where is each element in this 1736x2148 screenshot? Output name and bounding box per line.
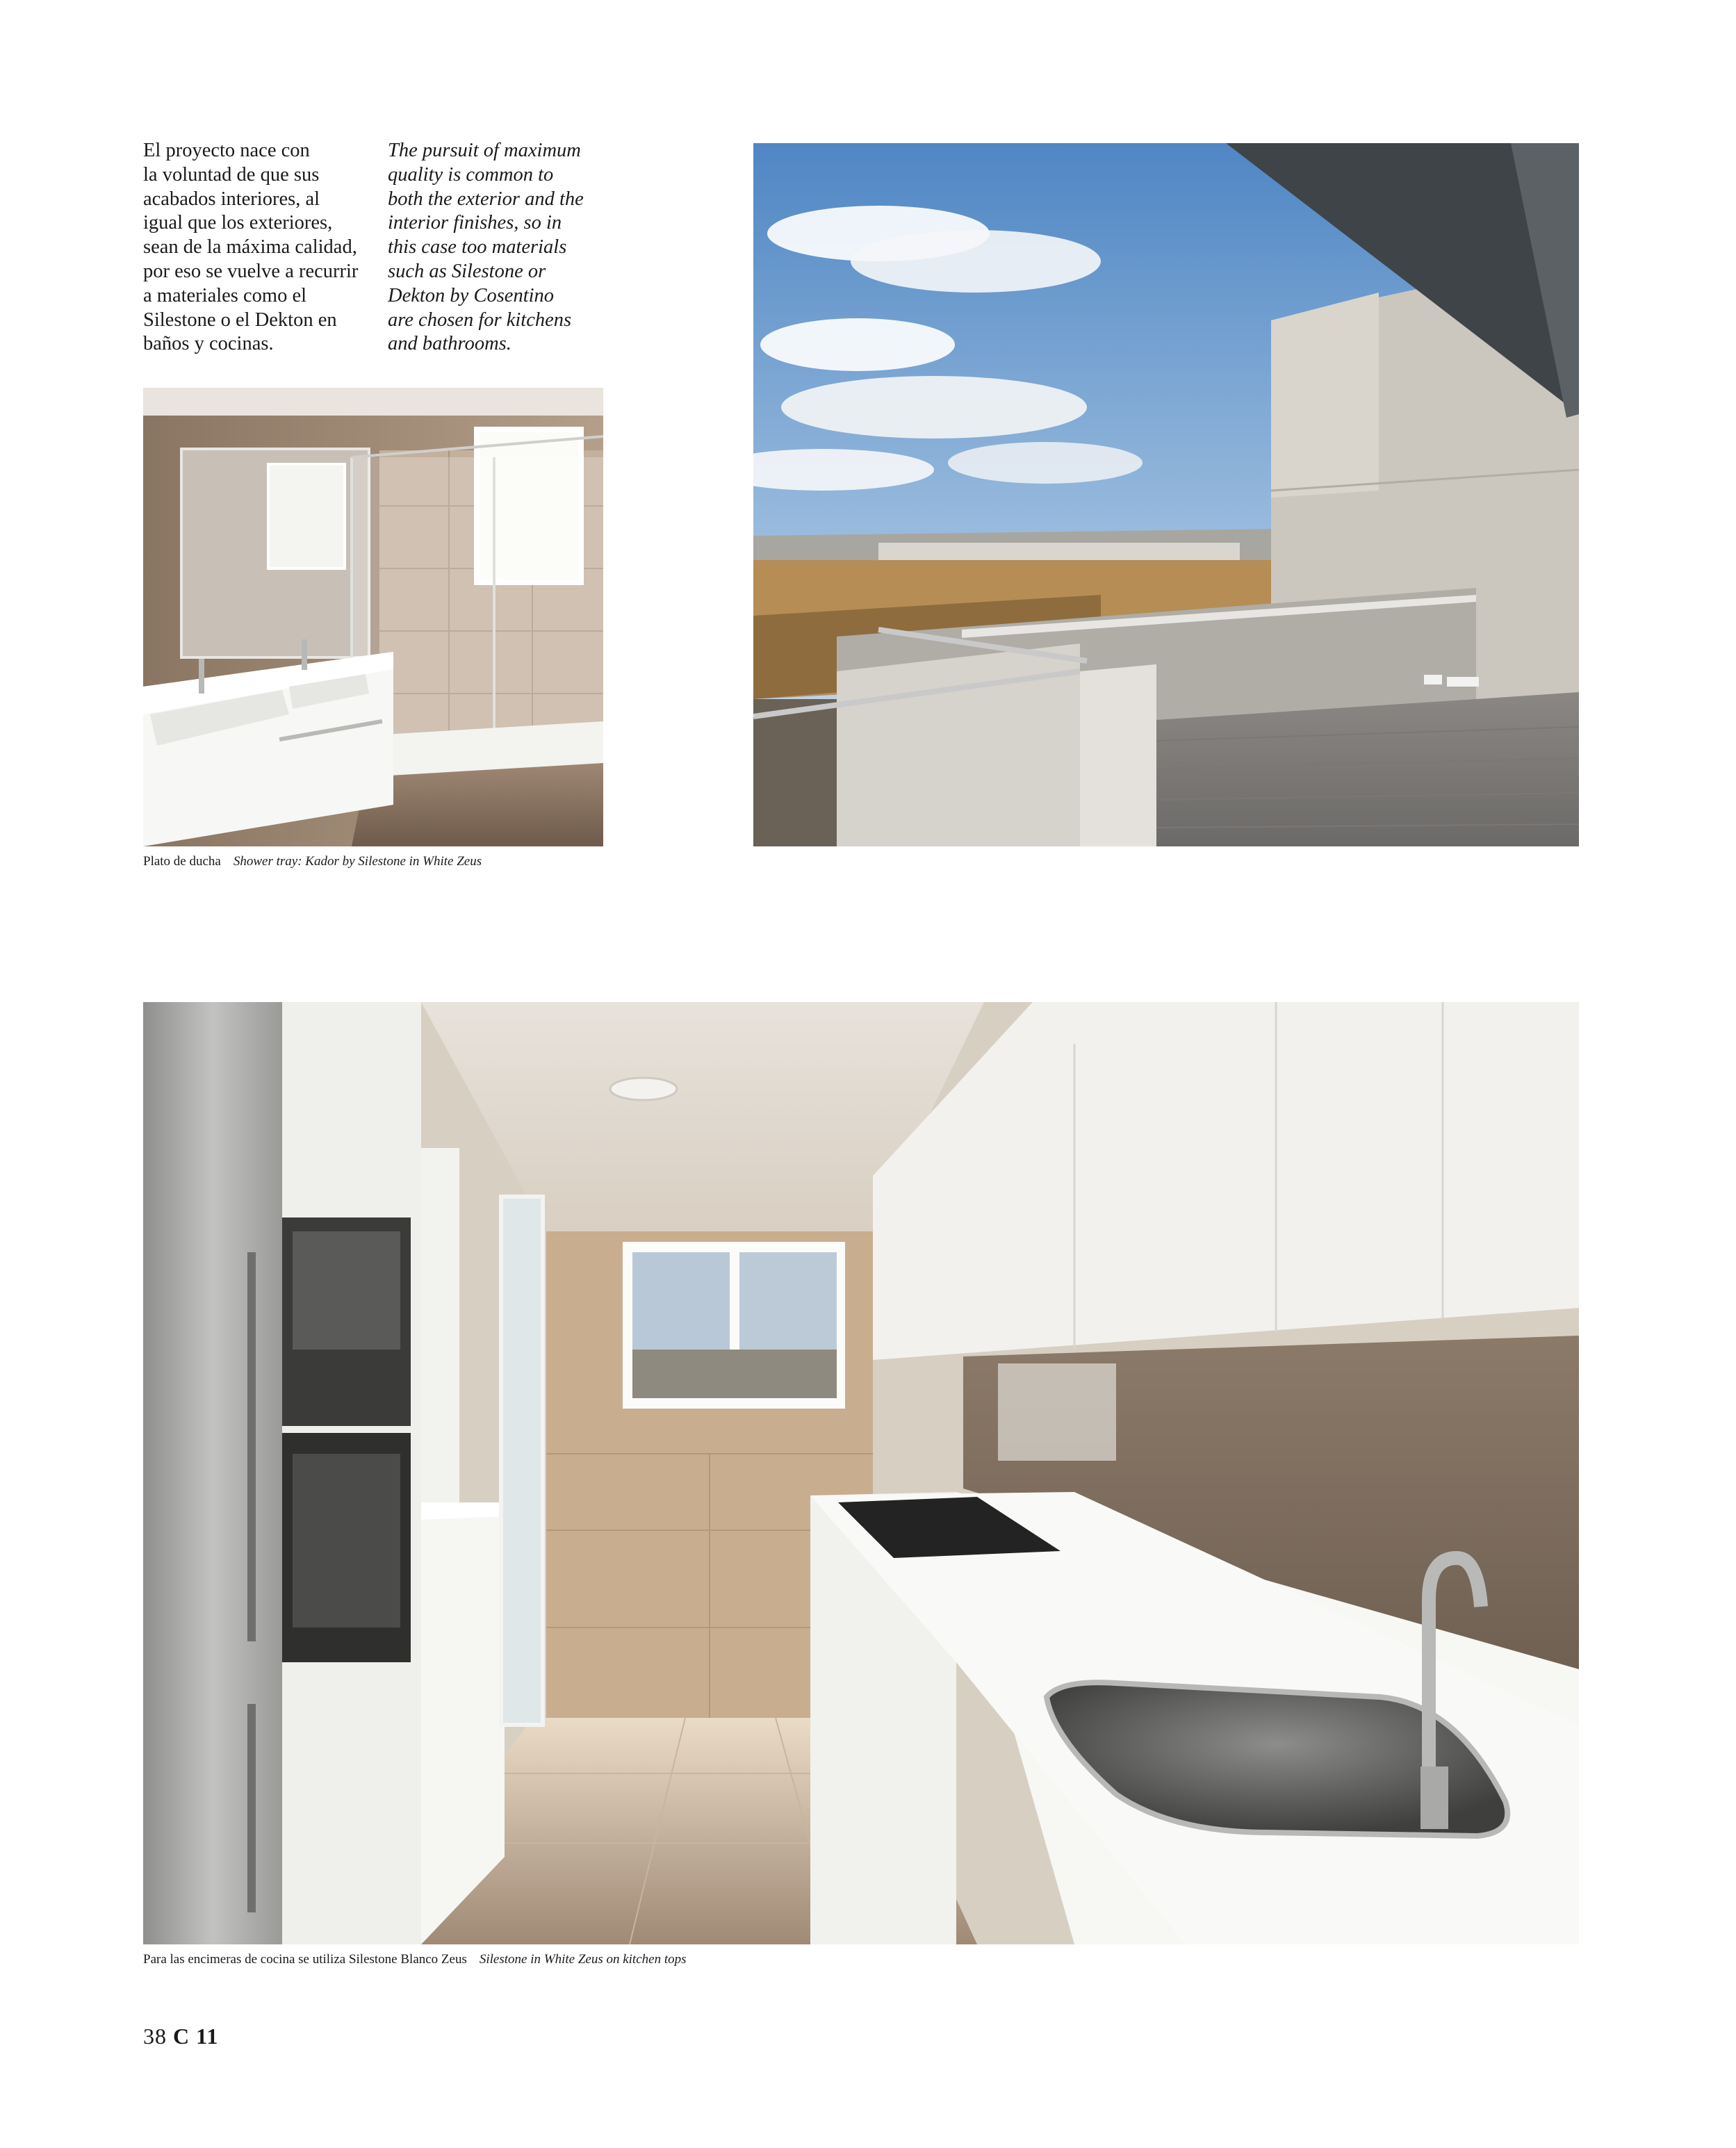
- text-line: The pursuit of maximum: [388, 140, 581, 161]
- bathroom-illustration: [143, 388, 603, 846]
- text-line: interior finishes, so in: [388, 212, 562, 234]
- bathroom-photo: [143, 388, 603, 846]
- magazine-name: C 11: [173, 2024, 219, 2049]
- text-line: both the exterior and the: [388, 188, 584, 210]
- kitchen-caption: [143, 1951, 687, 1968]
- text-line: acabados interiores, al: [143, 188, 320, 210]
- text-line: Silestone o el Dekton en: [143, 309, 337, 331]
- caption-spanish: Plato de ducha: [143, 854, 221, 869]
- terrace-photo: [753, 143, 1579, 846]
- caption-english: Shower tray: Kador by Silestone in White Zeus: [233, 854, 482, 869]
- text-line: quality is common to: [388, 163, 554, 186]
- kitchen-photo: [143, 1002, 1579, 1944]
- text-line: are chosen for kitchens: [388, 309, 572, 331]
- text-line: igual que los exteriores,: [143, 212, 333, 234]
- text-line: El proyecto nace con: [143, 140, 310, 161]
- intro-text-english: [388, 139, 624, 356]
- text-line: sean de la máxima calidad,: [143, 236, 357, 259]
- text-line: por eso se vuelve a recurrir: [143, 260, 359, 282]
- text-line: la voluntad de que sus: [143, 163, 320, 186]
- page-folio: [143, 2024, 218, 2049]
- intro-text-spanish: [143, 139, 379, 356]
- page-number: 38: [143, 2024, 167, 2049]
- text-line: such as Silestone or: [388, 260, 546, 282]
- text-line: a materiales como el: [143, 284, 307, 306]
- bathroom-caption: [143, 853, 482, 870]
- caption-english: Silestone in White Zeus on kitchen tops: [479, 1952, 687, 1967]
- text-line: Dekton by Cosentino: [388, 284, 555, 306]
- kitchen-illustration: [143, 1002, 1579, 1944]
- text-line: this case too materials: [388, 236, 567, 259]
- text-line: and bathrooms.: [388, 333, 511, 355]
- caption-spanish: Para las encimeras de cocina se utiliza Silestone Blanco Zeus: [143, 1952, 467, 1967]
- terrace-illustration: [753, 143, 1579, 846]
- text-line: baños y cocinas.: [143, 333, 274, 355]
